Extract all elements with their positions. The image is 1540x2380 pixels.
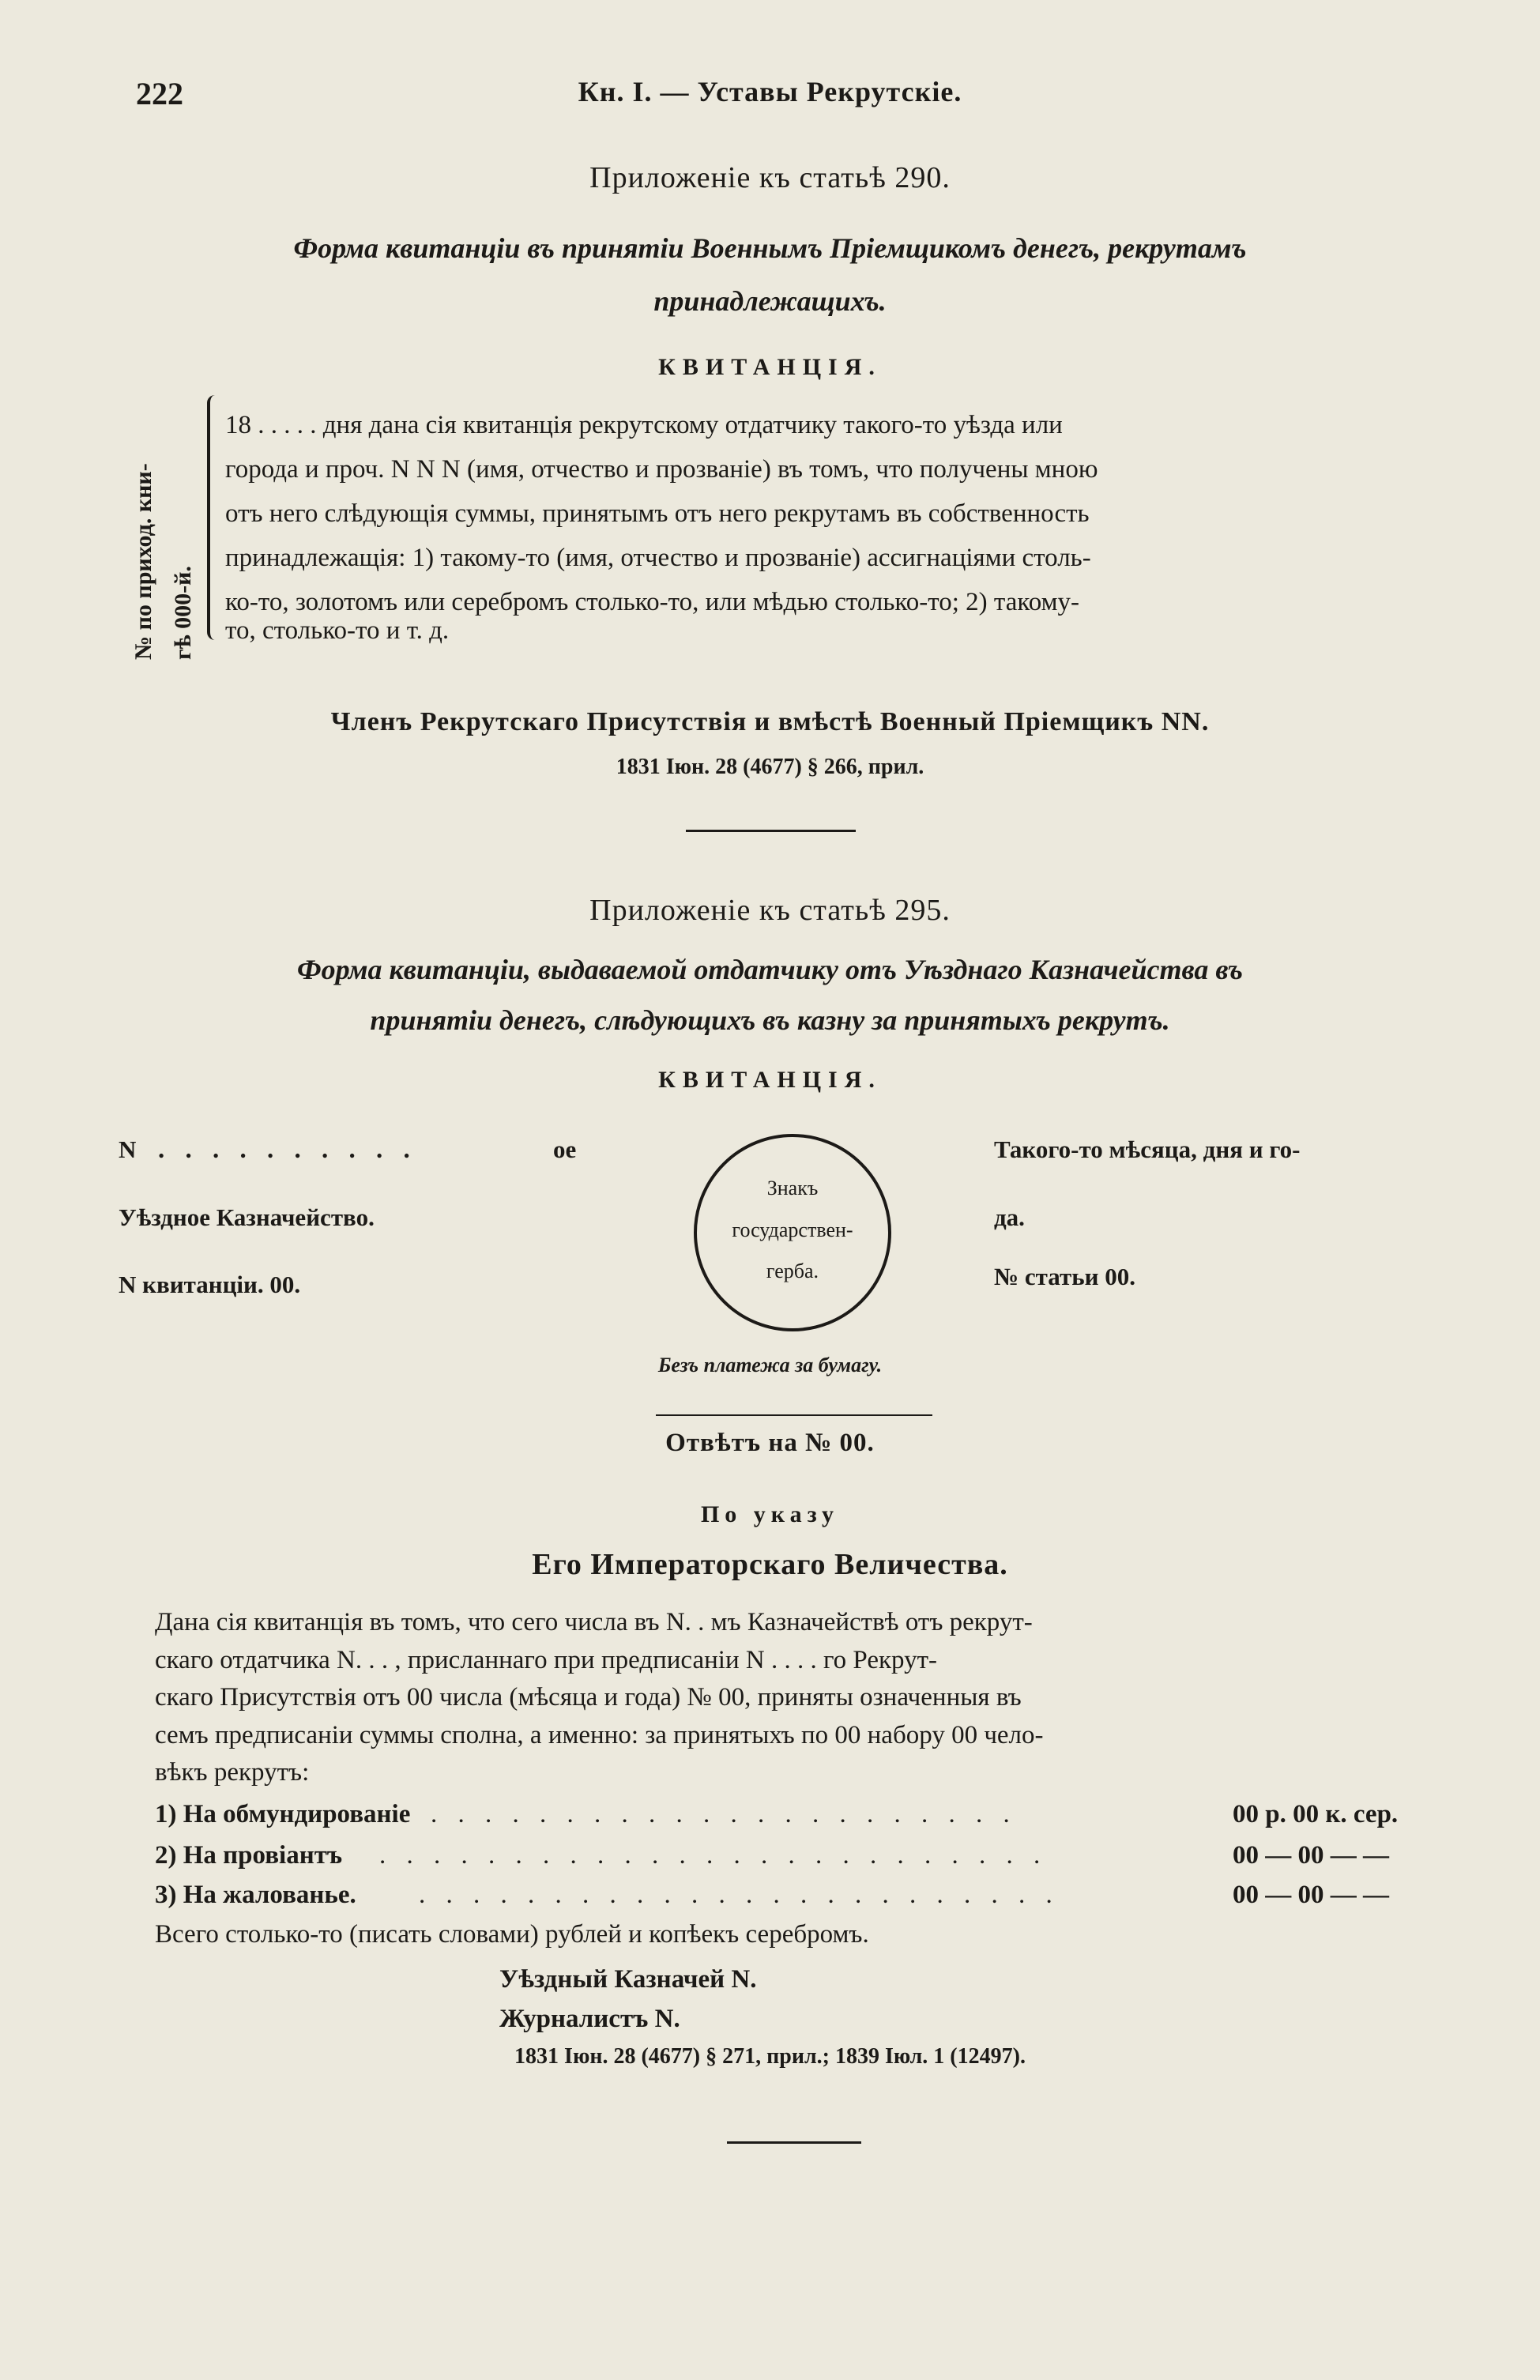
signature-journalist: Журналистъ N. — [499, 2005, 680, 2033]
item-label: 2) На провіантъ — [155, 1841, 343, 1870]
page-number: 222 — [136, 76, 183, 111]
margin-note-2: гѣ 000-й. — [170, 566, 196, 660]
item-label: 1) На обмундированіе — [155, 1800, 411, 1828]
appendix-295-doc-title: КВИТАНЦІЯ. — [658, 1067, 882, 1093]
section-divider — [686, 830, 856, 832]
signature-treasurer: Уѣздный Казначей N. — [499, 1965, 757, 1994]
appendix-290-subtitle-2: принадлежащихъ. — [653, 285, 887, 317]
appendix-290-body-line: города и проч. N N N (имя, отчество и прозваніе) въ томъ, что получены мною — [225, 455, 1098, 484]
item-amount: 00 р. 00 к. сер. — [1233, 1800, 1399, 1828]
receipt-number-prefix: N — [119, 1135, 137, 1163]
reply-reference: Отвѣтъ на № 00. — [665, 1429, 875, 1457]
appendix-290-subtitle-1: Форма квитанціи въ принятіи Военнымъ Пріемщикомъ денегъ, рекрутамъ — [293, 232, 1247, 264]
state-emblem-seal — [694, 1134, 891, 1331]
appendix-290-body-line: 18 . . . . . дня дана сія квитанція рекрутскому отдатчику такого-то уѣзда или — [225, 411, 1063, 439]
reply-underline — [656, 1414, 932, 1416]
item-leader-dots: . . . . . . . . . . . . . . . . . . . . . . . . . — [379, 1841, 1048, 1870]
total-line: Всего столько-то (писать словами) рублей и копѣекъ серебромъ. — [155, 1920, 869, 1949]
appendix-290-body-line: ко-то, золотомъ или серебромъ столько-то, или мѣдью столько-то; 2) такому- — [225, 588, 1079, 616]
appendix-295-heading: Приложеніе къ статьѣ 295. — [589, 894, 951, 927]
decree-line-1: По указу — [700, 1501, 840, 1527]
appendix-295-body-line: скаго Присутствія отъ 00 числа (мѣсяца и года) № 00, приняты означенныя въ — [155, 1683, 1022, 1712]
article-number: № статьи 00. — [994, 1263, 1135, 1290]
appendix-290-body-line: то, столько-то и т. д. — [225, 616, 450, 645]
seal-line: государствен- — [732, 1218, 853, 1241]
receipt-number-label: N квитанціи. 00. — [119, 1271, 301, 1298]
item-leader-dots: . . . . . . . . . . . . . . . . . . . . . . . . — [419, 1881, 1060, 1909]
margin-note-1: № по приход. кни- — [130, 463, 156, 660]
date-line-1: Такого-то мѣсяца, дня и го- — [994, 1135, 1301, 1163]
margin-bracket — [207, 395, 221, 640]
appendix-295-body-line: Дана сія квитанція въ томъ, что сего числа въ N. . мъ Казначействѣ отъ рекрут- — [155, 1608, 1033, 1636]
fee-note: Безъ платежа за бумагу. — [657, 1354, 883, 1376]
appendix-295-body-line: вѣкъ рекрутъ: — [155, 1758, 310, 1787]
item-amount: 00 — 00 — — — [1233, 1881, 1389, 1909]
appendix-290-source: 1831 Іюн. 28 (4677) § 266, прил. — [616, 755, 924, 779]
decree-line-2: Его Императорскаго Величества. — [532, 1548, 1008, 1581]
appendix-295-subtitle-1: Форма квитанціи, выдаваемой отдатчику отъ Уѣзднаго Казначейства въ — [297, 954, 1243, 985]
appendix-295-subtitle-2: принятіи денегъ, слѣдующихъ въ казну за принятыхъ рекрутъ. — [370, 1004, 1170, 1036]
receipt-number-dots: . . . . . . . . . . — [158, 1135, 417, 1164]
end-divider — [727, 2141, 861, 2144]
item-leader-dots: . . . . . . . . . . . . . . . . . . . . . . — [431, 1800, 1017, 1828]
receipt-number-suffix: ое — [553, 1135, 577, 1163]
appendix-290-body-line: отъ него слѣдующія суммы, принятымъ отъ него рекрутамъ въ собственность — [225, 499, 1090, 528]
item-label: 3) На жалованье. — [155, 1881, 356, 1909]
appendix-295-body-line: скаго отдатчика N. . . , присланнаго при предписаніи N . . . . го Рекрут- — [155, 1646, 937, 1674]
running-title: Кн. I. — Уставы Рекрутскіе. — [578, 76, 962, 107]
appendix-295-source: 1831 Іюн. 28 (4677) § 271, прил.; 1839 Іюл. 1 (12497). — [514, 2044, 1026, 2069]
item-amount: 00 — 00 — — — [1233, 1841, 1389, 1870]
appendix-290-body-line: принадлежащія: 1) такому-то (имя, отчество и прозваніе) ассигнаціями столь- — [225, 544, 1091, 572]
seal-line: Знакъ — [766, 1177, 819, 1199]
treasury-name: Уѣздное Казначейство. — [119, 1203, 375, 1231]
appendix-290-signature: Членъ Рекрутскаго Присутствія и вмѣстѣ Военный Пріемщикъ NN. — [330, 707, 1210, 736]
seal-line: герба. — [766, 1260, 819, 1282]
appendix-290-heading: Приложеніе къ статьѣ 290. — [589, 161, 951, 194]
appendix-295-body-line: семъ предписаніи суммы сполна, а именно: за принятыхъ по 00 набору 00 чело- — [155, 1721, 1044, 1749]
date-line-2: да. — [994, 1203, 1025, 1231]
appendix-290-doc-title: КВИТАНЦІЯ. — [658, 354, 882, 380]
